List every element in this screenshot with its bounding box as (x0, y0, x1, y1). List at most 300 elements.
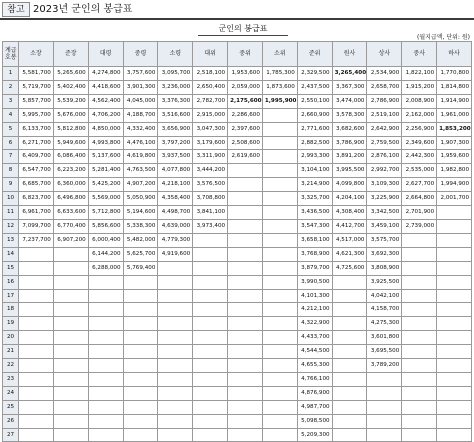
pay-cell (193, 247, 228, 261)
pay-cell: 6,223,200 (53, 164, 88, 178)
pay-cell: 3,708,800 (193, 192, 228, 206)
pay-cell: 5,625,700 (123, 247, 158, 261)
pay-cell: 6,496,800 (53, 192, 88, 206)
pay-cell: 5,425,200 (88, 178, 123, 192)
pay-cell: 4,204,100 (332, 192, 367, 206)
column-header: 소장 (19, 42, 54, 67)
pay-cell: 6,685,700 (19, 178, 54, 192)
pay-cell: 1,873,600 (262, 80, 297, 94)
table-row (3, 206, 472, 220)
pay-cell: 5,712,800 (88, 206, 123, 220)
pay-cell: 3,891,200 (332, 150, 367, 164)
pay-cell (228, 219, 263, 233)
pay-cell (88, 428, 123, 442)
pay-cell: 3,578,300 (332, 108, 367, 122)
pay-cell (262, 372, 297, 386)
pay-cell: 6,360,000 (53, 178, 88, 192)
pay-cell (228, 414, 263, 428)
pay-cell: 4,987,700 (297, 400, 332, 414)
pay-cell (332, 372, 367, 386)
pay-cell (193, 261, 228, 275)
pay-cell: 3,990,500 (297, 275, 332, 289)
pay-cell (193, 331, 228, 345)
step-cell: 18 (3, 303, 19, 317)
pay-cell (402, 275, 437, 289)
pay-cell (228, 247, 263, 261)
pay-cell (158, 428, 193, 442)
pay-cell: 5,402,400 (53, 80, 88, 94)
column-header: 대령 (88, 42, 123, 67)
pay-cell (53, 372, 88, 386)
pay-cell (193, 233, 228, 247)
column-header: 대위 (193, 42, 228, 67)
pay-cell (88, 400, 123, 414)
table-row (3, 386, 472, 400)
step-cell: 17 (3, 289, 19, 303)
table-row (3, 150, 472, 164)
pay-cell (53, 359, 88, 373)
pay-cell: 3,658,100 (297, 233, 332, 247)
pay-cell: 4,476,100 (123, 136, 158, 150)
pay-cell (437, 303, 472, 317)
table-row (3, 67, 472, 81)
column-header: 하사 (437, 42, 472, 67)
pay-cell: 3,109,300 (367, 178, 402, 192)
pay-cell (19, 372, 54, 386)
table-row (3, 289, 472, 303)
pay-cell (367, 372, 402, 386)
pay-cell (53, 428, 88, 442)
table-row (3, 247, 472, 261)
pay-cell: 3,516,600 (158, 108, 193, 122)
pay-cell (123, 359, 158, 373)
pay-cell: 4,212,100 (297, 303, 332, 317)
pay-cell (53, 317, 88, 331)
pay-cell (19, 345, 54, 359)
pay-cell: 5,098,500 (297, 414, 332, 428)
pay-cell: 4,907,200 (123, 178, 158, 192)
table-row (3, 345, 472, 359)
pay-cell: 1,907,300 (437, 136, 472, 150)
pay-cell (262, 122, 297, 136)
pay-cell (367, 428, 402, 442)
pay-cell: 2,518,100 (193, 67, 228, 81)
pay-cell (332, 275, 367, 289)
pay-cell: 5,995,700 (19, 108, 54, 122)
pay-cell: 6,633,600 (53, 206, 88, 220)
pay-cell: 5,338,300 (123, 219, 158, 233)
table-row (3, 261, 472, 275)
pay-cell (262, 136, 297, 150)
table-body (3, 67, 472, 442)
pay-cell (123, 414, 158, 428)
pay-cell: 4,919,600 (158, 247, 193, 261)
pay-cell: 6,133,700 (19, 122, 54, 136)
pay-cell (228, 428, 263, 442)
table-row (3, 178, 472, 192)
step-cell: 25 (3, 400, 19, 414)
pay-cell (123, 275, 158, 289)
step-cell: 16 (3, 275, 19, 289)
pay-cell (262, 164, 297, 178)
pay-cell (53, 275, 88, 289)
pay-cell: 4,619,800 (123, 150, 158, 164)
pay-cell: 1,994,900 (437, 178, 472, 192)
pay-cell: 4,308,400 (332, 206, 367, 220)
pay-cell: 4,655,300 (297, 359, 332, 373)
pay-cell: 4,101,300 (297, 289, 332, 303)
pay-cell: 4,358,400 (158, 192, 193, 206)
pay-cell: 5,209,300 (297, 428, 332, 442)
pay-cell (262, 178, 297, 192)
pay-cell (262, 317, 297, 331)
pay-cell: 2,660,900 (297, 108, 332, 122)
pay-cell: 2,519,100 (367, 108, 402, 122)
pay-cell (53, 247, 88, 261)
pay-cell: 4,274,800 (88, 67, 123, 81)
pay-cell (19, 400, 54, 414)
pay-cell (228, 386, 263, 400)
pay-cell: 2,059,000 (228, 80, 263, 94)
pay-cell: 3,459,100 (367, 219, 402, 233)
pay-cell: 3,937,500 (158, 150, 193, 164)
table-row (3, 108, 472, 122)
pay-cell: 3,225,900 (367, 192, 402, 206)
pay-cell (193, 275, 228, 289)
pay-cell: 5,857,700 (19, 94, 54, 108)
pay-cell (19, 247, 54, 261)
pay-cell (402, 331, 437, 345)
pay-cell: 2,162,000 (402, 108, 437, 122)
pay-cell (193, 303, 228, 317)
column-header: 상사 (367, 42, 402, 67)
step-cell: 1 (3, 67, 19, 81)
pay-cell (158, 386, 193, 400)
pay-cell: 5,812,800 (53, 122, 88, 136)
pay-cell: 4,876,900 (297, 386, 332, 400)
pay-cell (193, 386, 228, 400)
table-title: 군인의 봉급표 (198, 23, 288, 36)
pay-cell: 2,782,700 (193, 94, 228, 108)
table-row (3, 164, 472, 178)
pay-cell (437, 275, 472, 289)
step-cell: 9 (3, 178, 19, 192)
rank-header-line: 호봉 (5, 54, 17, 61)
pay-cell: 3,104,100 (297, 164, 332, 178)
pay-cell (123, 317, 158, 331)
pay-cell (193, 345, 228, 359)
step-cell: 6 (3, 136, 19, 150)
pay-cell: 4,562,400 (88, 94, 123, 108)
pay-cell: 5,676,000 (53, 108, 88, 122)
pay-cell (53, 414, 88, 428)
title-divider (0, 18, 474, 20)
pay-cell: 1,814,800 (437, 80, 472, 94)
pay-cell (402, 359, 437, 373)
pay-cell: 1,853,200 (437, 122, 472, 136)
pay-cell (88, 275, 123, 289)
pay-cell (88, 359, 123, 373)
pay-cell (123, 303, 158, 317)
pay-cell (88, 303, 123, 317)
pay-cell (158, 317, 193, 331)
pay-cell (437, 331, 472, 345)
pay-cell (437, 386, 472, 400)
pay-cell: 7,099,700 (19, 219, 54, 233)
pay-cell (228, 400, 263, 414)
pay-cell (332, 428, 367, 442)
column-header: 준장 (53, 42, 88, 67)
pay-cell: 7,237,700 (19, 233, 54, 247)
pay-cell: 2,329,500 (297, 67, 332, 81)
pay-cell: 3,789,200 (367, 359, 402, 373)
pay-cell (262, 428, 297, 442)
pay-cell (193, 289, 228, 303)
table-row (3, 122, 472, 136)
pay-cell (332, 317, 367, 331)
pay-cell: 4,332,400 (123, 122, 158, 136)
pay-cell (437, 219, 472, 233)
pay-cell: 2,882,500 (297, 136, 332, 150)
pay-cell: 2,876,100 (367, 150, 402, 164)
pay-cell: 4,517,000 (332, 233, 367, 247)
pay-cell (402, 400, 437, 414)
pay-cell (262, 400, 297, 414)
table-row (3, 331, 472, 345)
pay-cell (402, 414, 437, 428)
pay-cell: 4,763,500 (123, 164, 158, 178)
pay-cell: 5,949,600 (53, 136, 88, 150)
pay-cell: 6,288,000 (88, 261, 123, 275)
pay-cell: 6,961,700 (19, 206, 54, 220)
step-cell: 13 (3, 233, 19, 247)
step-cell: 27 (3, 428, 19, 442)
pay-cell (402, 247, 437, 261)
pay-cell: 5,769,400 (123, 261, 158, 275)
pay-cell: 3,601,800 (367, 331, 402, 345)
pay-cell: 6,409,700 (19, 150, 54, 164)
pay-cell: 2,619,600 (228, 150, 263, 164)
pay-cell (332, 414, 367, 428)
pay-cell: 3,342,500 (367, 206, 402, 220)
pay-cell: 2,286,600 (228, 108, 263, 122)
pay-cell: 3,575,700 (367, 233, 402, 247)
pay-cell (262, 108, 297, 122)
pay-cell: 3,311,900 (193, 150, 228, 164)
pay-cell: 5,137,600 (88, 150, 123, 164)
pay-cell: 3,695,500 (367, 345, 402, 359)
pay-cell: 2,535,000 (402, 164, 437, 178)
pay-cell (158, 345, 193, 359)
pay-cell (19, 261, 54, 275)
pay-cell (88, 386, 123, 400)
pay-cell (193, 414, 228, 428)
pay-cell (262, 331, 297, 345)
step-cell: 24 (3, 386, 19, 400)
pay-cell (262, 206, 297, 220)
pay-cell (228, 192, 263, 206)
pay-cell (228, 317, 263, 331)
pay-cell: 3,797,200 (158, 136, 193, 150)
pay-cell: 2,701,900 (402, 206, 437, 220)
page-title: 2023년 군인의 봉급표 (33, 4, 133, 15)
pay-cell: 6,547,700 (19, 164, 54, 178)
pay-cell (193, 428, 228, 442)
pay-cell: 3,179,600 (193, 136, 228, 150)
pay-cell (88, 372, 123, 386)
pay-cell: 4,639,000 (158, 219, 193, 233)
pay-cell (437, 247, 472, 261)
pay-cell (19, 317, 54, 331)
pay-cell: 3,095,700 (158, 67, 193, 81)
pay-cell (402, 372, 437, 386)
pay-cell (53, 400, 88, 414)
pay-cell: 3,576,500 (193, 178, 228, 192)
step-cell: 19 (3, 317, 19, 331)
pay-cell: 4,099,800 (332, 178, 367, 192)
pay-cell: 4,725,600 (332, 261, 367, 275)
pay-cell (123, 345, 158, 359)
pay-cell: 1,785,300 (262, 67, 297, 81)
pay-cell: 2,759,500 (367, 136, 402, 150)
pay-cell (228, 345, 263, 359)
pay-cell: 1,959,600 (437, 150, 472, 164)
pay-cell: 3,768,900 (297, 247, 332, 261)
pay-cell (19, 414, 54, 428)
pay-cell (158, 331, 193, 345)
pay-cell (19, 359, 54, 373)
pay-cell (158, 275, 193, 289)
column-header: 준위 (297, 42, 332, 67)
pay-cell: 2,508,600 (228, 136, 263, 150)
pay-cell: 5,569,000 (88, 192, 123, 206)
pay-cell: 5,856,600 (88, 219, 123, 233)
pay-cell: 4,418,600 (88, 80, 123, 94)
pay-table (2, 41, 472, 442)
table-row (3, 80, 472, 94)
pay-cell: 4,544,500 (297, 345, 332, 359)
table-row (3, 192, 472, 206)
pay-cell: 3,444,200 (193, 164, 228, 178)
pay-cell: 4,077,800 (158, 164, 193, 178)
pay-cell: 6,000,400 (88, 233, 123, 247)
table-row (3, 219, 472, 233)
step-cell: 5 (3, 122, 19, 136)
pay-cell (437, 233, 472, 247)
step-cell: 12 (3, 219, 19, 233)
table-row (3, 233, 472, 247)
pay-cell (367, 400, 402, 414)
pay-cell: 4,706,200 (88, 108, 123, 122)
pay-cell (332, 359, 367, 373)
pay-cell: 3,265,400 (332, 67, 367, 81)
pay-cell (262, 150, 297, 164)
pay-cell (228, 372, 263, 386)
pay-cell: 3,214,900 (297, 178, 332, 192)
pay-cell: 2,658,700 (367, 80, 402, 94)
pay-cell (402, 233, 437, 247)
pay-cell: 5,281,400 (88, 164, 123, 178)
pay-cell (437, 261, 472, 275)
pay-cell: 4,993,800 (88, 136, 123, 150)
pay-cell (158, 289, 193, 303)
pay-cell: 2,739,000 (402, 219, 437, 233)
pay-cell: 3,682,600 (332, 122, 367, 136)
column-header: 원사 (332, 42, 367, 67)
pay-cell (402, 303, 437, 317)
pay-cell: 2,550,100 (297, 94, 332, 108)
pay-cell (437, 372, 472, 386)
pay-cell (123, 386, 158, 400)
pay-cell: 2,771,600 (297, 122, 332, 136)
pay-cell (193, 317, 228, 331)
pay-cell: 2,349,600 (402, 136, 437, 150)
pay-cell: 4,779,300 (158, 233, 193, 247)
unit-note: (월지급액, 단위: 원) (417, 34, 470, 41)
pay-cell: 3,786,900 (332, 136, 367, 150)
pay-cell (53, 303, 88, 317)
step-cell: 26 (3, 414, 19, 428)
pay-cell: 4,766,100 (297, 372, 332, 386)
table-row (3, 136, 472, 150)
step-cell: 2 (3, 80, 19, 94)
pay-cell (53, 345, 88, 359)
pay-cell: 4,218,100 (158, 178, 193, 192)
pay-cell: 6,144,200 (88, 247, 123, 261)
pay-cell: 2,008,900 (402, 94, 437, 108)
pay-cell: 2,534,900 (367, 67, 402, 81)
pay-cell: 5,581,700 (19, 67, 54, 81)
pay-cell: 3,757,600 (123, 67, 158, 81)
pay-cell (123, 372, 158, 386)
pay-cell (332, 331, 367, 345)
pay-cell (228, 164, 263, 178)
pay-cell (53, 289, 88, 303)
pay-cell (193, 400, 228, 414)
pay-cell: 2,256,900 (402, 122, 437, 136)
pay-cell (228, 206, 263, 220)
pay-cell: 2,437,500 (297, 80, 332, 94)
pay-cell (228, 178, 263, 192)
pay-cell (402, 428, 437, 442)
pay-cell: 4,498,700 (158, 206, 193, 220)
pay-cell: 3,995,500 (332, 164, 367, 178)
step-cell: 11 (3, 206, 19, 220)
pay-cell (402, 289, 437, 303)
table-row (3, 94, 472, 108)
pay-cell: 2,992,700 (367, 164, 402, 178)
pay-cell (332, 386, 367, 400)
pay-cell: 3,474,000 (332, 94, 367, 108)
table-row (3, 303, 472, 317)
pay-cell (437, 428, 472, 442)
pay-cell: 3,692,300 (367, 247, 402, 261)
pay-cell: 5,719,700 (19, 80, 54, 94)
pay-cell (437, 345, 472, 359)
pay-cell: 2,664,800 (402, 192, 437, 206)
pay-cell: 5,050,900 (123, 192, 158, 206)
pay-cell: 4,850,000 (88, 122, 123, 136)
pay-cell (228, 331, 263, 345)
pay-cell: 1,915,200 (402, 80, 437, 94)
pay-cell (402, 261, 437, 275)
pay-cell (53, 331, 88, 345)
step-cell: 22 (3, 359, 19, 373)
pay-cell (158, 372, 193, 386)
pay-cell: 5,539,200 (53, 94, 88, 108)
pay-cell (262, 247, 297, 261)
pay-cell (19, 275, 54, 289)
